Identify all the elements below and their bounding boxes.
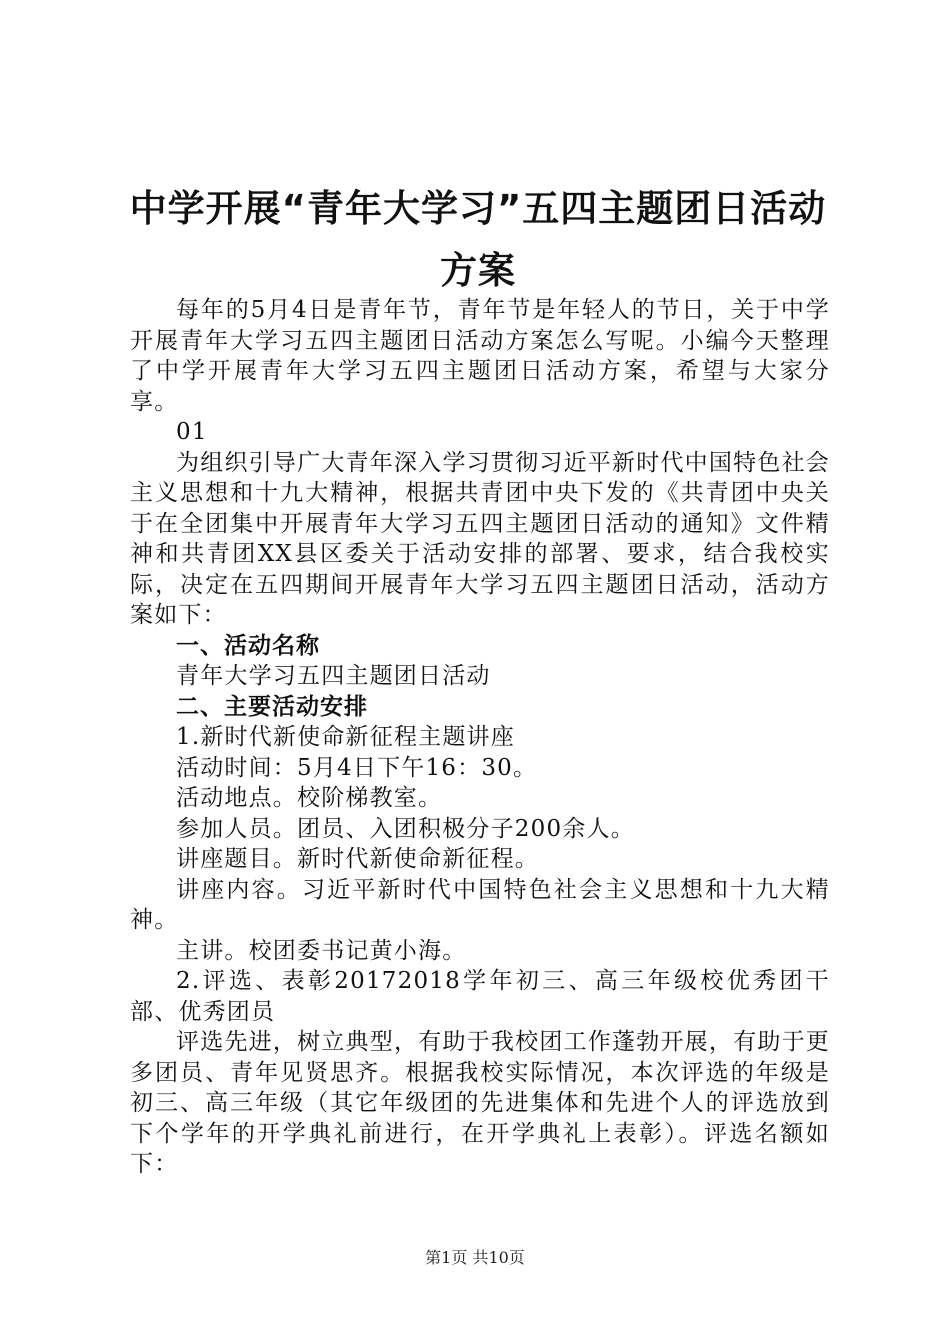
activity-name-paragraph: 青年大学习五四主题团日活动 bbox=[176, 663, 491, 689]
heading-main-arrangements: 二、主要活动安排 bbox=[176, 693, 368, 720]
heading-activity-name: 一、活动名称 bbox=[176, 632, 320, 659]
document-body bbox=[130, 295, 830, 1180]
lecture-topic: 讲座题目。新时代新使命新征程。 bbox=[176, 846, 539, 872]
lecture-time: 活动时间：5月4日下午16：30。 bbox=[176, 754, 538, 781]
lecture-location: 活动地点。校阶梯教室。 bbox=[176, 785, 443, 811]
award-paragraph: 评选先进，树立典型，有助于我校团工作蓬勃开展，有助于更多团员、青年见贤思齐。根据我校实际情况，本次评选的年级是初三、高三年级（其它年级团的先进集体和先进个人的评选放到下个学年的开学典礼前进行，在开学典礼上表彰）。评选名额如下： bbox=[130, 1029, 830, 1177]
lecture-speaker: 主讲。校团委书记黄小海。 bbox=[176, 937, 467, 964]
section-number: 01 bbox=[176, 419, 208, 445]
document-title: 中学开展“青年大学习”五四主题团日活动方案 bbox=[129, 187, 827, 292]
intro-paragraph: 每年的5月4日是青年节，青年节是年轻人的节日，关于中学开展青年大学习五四主题团日活动方案怎么写呢。小编今天整理了中学开展青年大学习五四主题团日活动方案，希望与大家分享。 bbox=[130, 297, 830, 415]
lecture-participants: 参加人员。团员、入团积极分子200余人。 bbox=[176, 815, 635, 842]
lecture-content: 讲座内容。习近平新时代中国特色社会主义思想和十九大精神。 bbox=[130, 876, 830, 933]
purpose-paragraph: 为组织引导广大青年深入学习贯彻习近平新时代中国特色社会主义思想和十九大精神，根据共青团中央下发的《共青团中央关于在全团集中开展青年大学习五四主题团日活动的通知》文件精神和共青团XX县区委关于活动安排的部署、要求，结合我校实际，决定在五四期间开展青年大学习五四主题团日活动，活动方案如下： bbox=[130, 449, 830, 628]
award-item: 2.评选、表彰20172018学年初三、高三年级校优秀团干部、优秀团员 bbox=[130, 968, 830, 1025]
page-footer: 第1页 共10页 bbox=[425, 1248, 525, 1267]
lecture-item: 1.新时代新使命新征程主题讲座 bbox=[176, 724, 515, 750]
